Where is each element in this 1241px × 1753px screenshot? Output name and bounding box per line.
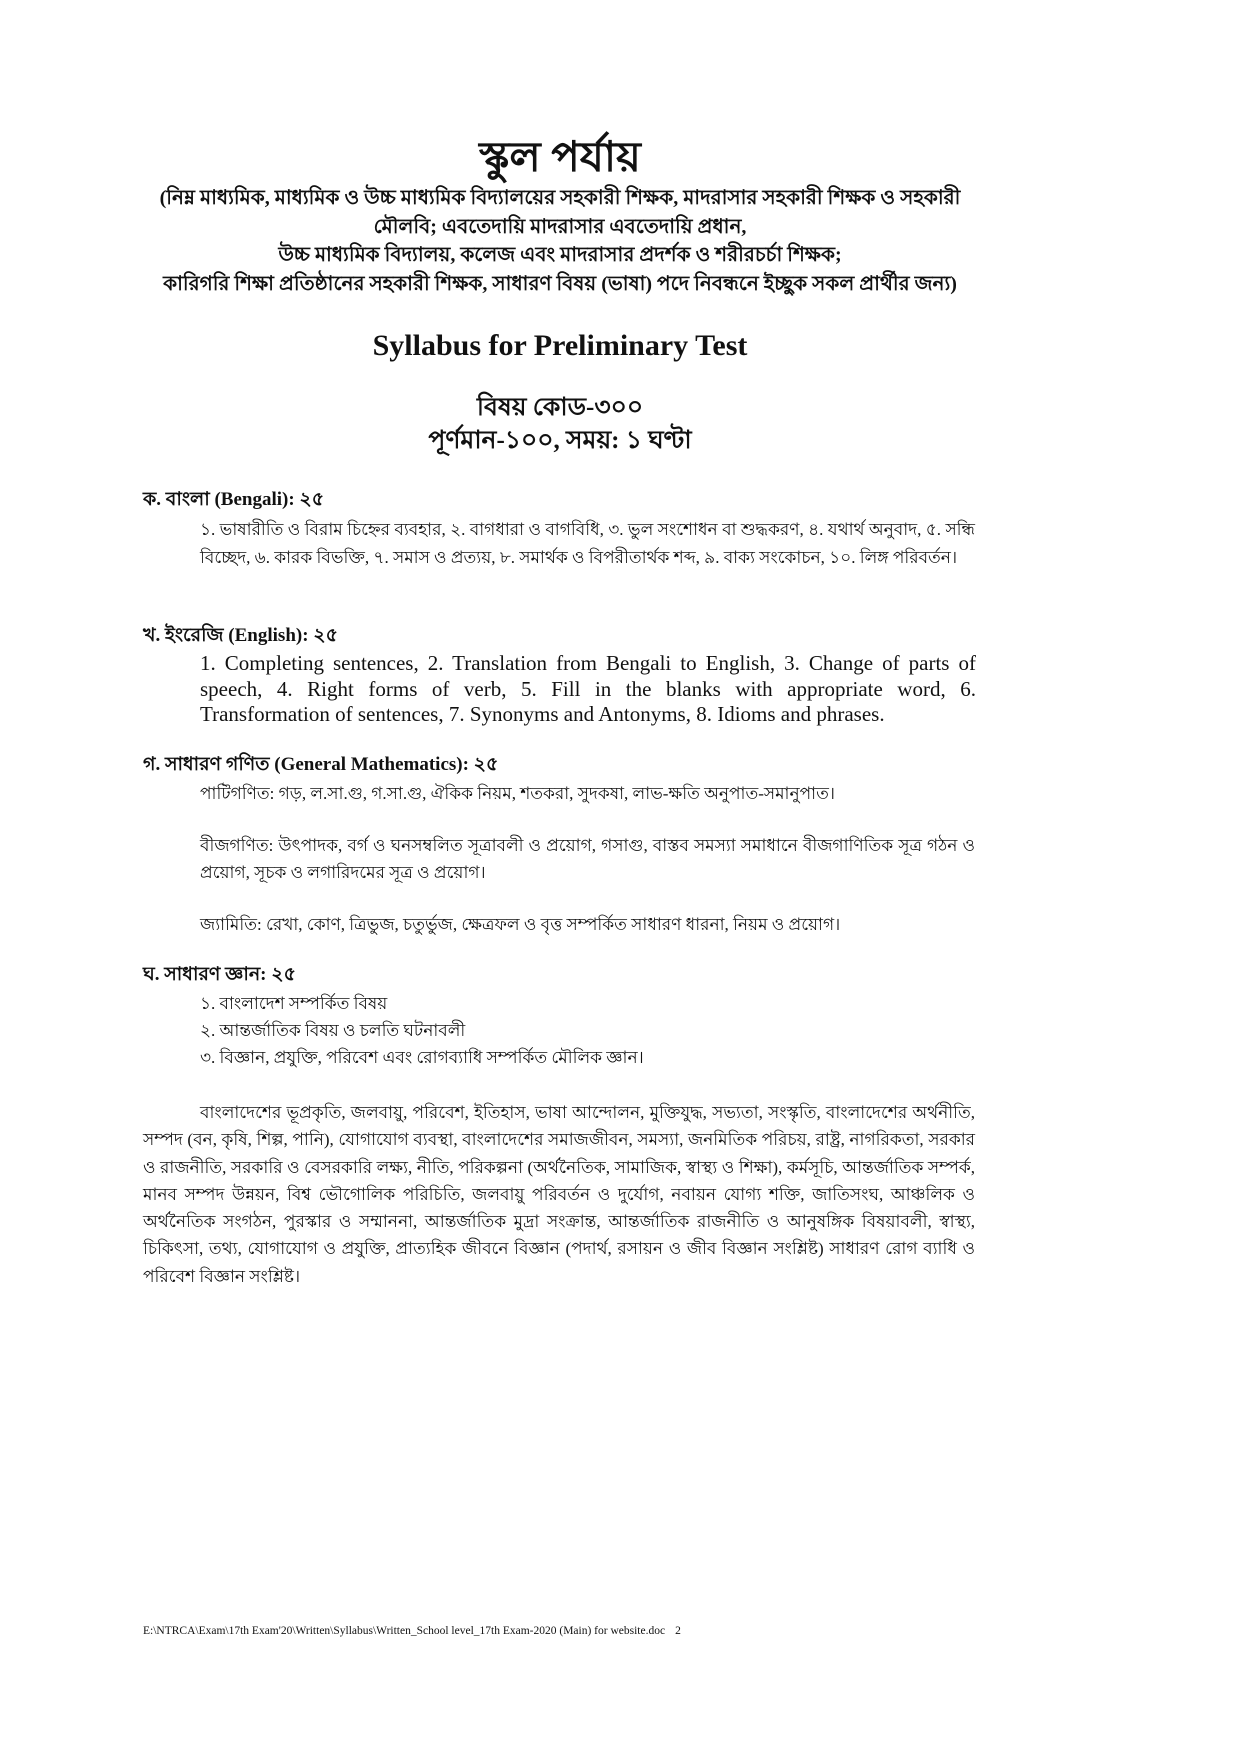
math-algebra: বীজগণিত: উৎপাদক, বর্গ ও ঘনসম্বলিত সূত্রাবলী ও প্রয়োগ, গসাগু, বাস্তব সমস্যা সমাধানে বীজগাণিতিক সূত্র গঠন ও প্রয়োগ, সূচক ও লগারিদমের সূত্র ও প্রয়োগ। [200,836,975,882]
section-heading-mathematics: গ. সাধারণ গণিত (General Mathematics): ২৫ [143,754,499,775]
file-path: E:\NTRCA\Exam\17th Exam'20\Written\Syllabus\Written_School level_17th Exam-2020 (Main) for website.doc [143,1625,666,1637]
marks-and-time: পূর্ণমান-১০০, সময়: ১ ঘণ্টা [428,427,692,454]
subject-code: বিষয় কোড-৩০০ [476,394,644,421]
section-heading-bengali: ক. বাংলা (Bengali): ২৫ [143,489,325,510]
document-footer [143,1623,681,1639]
general-knowledge-paragraph: বাংলাদেশের ভূপ্রকৃতি, জলবায়ু, পরিবেশ, ইতিহাস, ভাষা আন্দোলন, মুক্তিযুদ্ধ, সভ্যতা, সংস্কৃতি, বাংলাদেশের অর্থনীতি, সম্পদ (বন, কৃষি, শিল্প, পানি), যোগাযোগ ব্যবস্থা, বাংলাদেশের সমাজজীবন, সমস্যা, জনমিতিক পরিচয়, রাষ্ট্র, নাগরিকতা, সরকার ও রাজনীতি, সরকারি ও বেসরকারি লক্ষ্য, নীতি, পরিকল্পনা (অর্থনৈতিক, সামাজিক, স্বাস্থ্য ও শিক্ষা), কর্মসূচি, আন্তর্জাতিক সম্পর্ক, মানব সম্পদ উন্নয়ন, বিশ্ব ভৌগোলিক পরিচিতি, জলবায়ু পরিবর্তন ও দুর্যোগ, নবায়ন যোগ্য শক্তি, জাতিসংঘ, আঞ্চলিক ও অর্থনৈতিক সংগঠন, পুরস্কার ও সম্মাননা, আন্তর্জাতিক মুদ্রা সংক্রান্ত, আন্তর্জাতিক রাজনীতি ও আনুষঙ্গিক বিষয়াবলী, স্বাস্থ্য, চিকিৎসা, তথ্য, যোগাযোগ ও প্রযুক্তি, প্রাত্যহিক জীবনে বিজ্ঞান (পদার্থ, রসায়ন ও জীব বিজ্ঞান সংশ্লিষ্ট) সাধারণ রোগ ব্যাধি ও পরিবেশ বিজ্ঞান সংশ্লিষ্ট। [143,1103,975,1286]
subtitle-line: কারিগরি শিক্ষা প্রতিষ্ঠানের সহকারী শিক্ষক, সাধারণ বিষয় (ভাষা) পদে নিবন্ধনে ইচ্ছুক সকল প্রার্থীর জন্য) [163,272,957,295]
math-geometry: জ্যামিতি: রেখা, কোণ, ত্রিভুজ, চতুর্ভুজ, ক্ষেত্রফল ও বৃত্ত সম্পর্কিত সাধারণ ধারনা, নিয়ম ও প্রয়োগ। [200,915,841,934]
list-item: ৩. বিজ্ঞান, প্রযুক্তি, পরিবেশ এবং রোগব্যাধি সম্পর্কিত মৌলিক জ্ঞান। [200,1048,644,1067]
list-item: ১. বাংলাদেশ সম্পর্কিত বিষয় [200,994,388,1013]
section-heading-general-knowledge: ঘ. সাধারণ জ্ঞান: ২৫ [143,964,296,985]
eligibility-subtitle [0,184,1120,298]
page-number: 2 [675,1625,681,1637]
subject-info [0,391,1120,457]
section-heading-english: খ. ইংরেজি (English): ২৫ [143,625,338,646]
subtitle-line: (নিম্ন মাধ্যমিক, মাধ্যমিক ও উচ্চ মাধ্যমিক বিদ্যালয়ের সহকারী শিক্ষক, মাদরাসার সহকারী শিক্ষক ও সহকারী [159,187,961,209]
list-item: ২. আন্তর্জাতিক বিষয় ও চলতি ঘটনাবলী [200,1021,466,1040]
page-title: স্কুল পর্যায় [479,135,641,181]
section-body-bengali: ১. ভাষারীতি ও বিরাম চিহ্নের ব্যবহার, ২. বাগধারা ও বাগবিধি, ৩. ভুল সংশোধন বা শুদ্ধকরণ, ৪. যথার্থ অনুবাদ, ৫. সন্ধি বিচ্ছেদ, ৬. কারক বিভক্তি, ৭. সমাস ও প্রত্যয়, ৮. সমার্থক ও বিপরীতার্থক শব্দ, ৯. বাক্য সংকোচন, ১০. লিঙ্গ পরিবর্তন। [200,520,975,567]
subtitle-line: মৌলবি; এবতেদায়ি মাদরাসার এবতেদায়ি প্রধান, [373,215,747,238]
syllabus-title: Syllabus for Preliminary Test [372,329,748,362]
subtitle-line: উচ্চ মাধ্যমিক বিদ্যালয়, কলেজ এবং মাদরাসার প্রদর্শক ও শরীরচর্চা শিক্ষক; [278,244,842,266]
section-body-english: 1. Completing sentences, 2. Translation from Bengali to English, 3. Change of parts of speech, 4. Right forms of verb, 5. Fill in the blanks with appropriate word, 6. Transformation of sentences, 7. Synonyms and Antonyms, 8. Idioms and phrases. [200,651,976,726]
general-knowledge-list [200,990,975,1071]
math-arithmetic: পাটিগণিত: গড়, ল.সা.গু, গ.সা.গু, ঐকিক নিয়ম, শতকরা, সুদকষা, লাভ-ক্ষতি অনুপাত-সমানুপাত। [200,784,835,803]
